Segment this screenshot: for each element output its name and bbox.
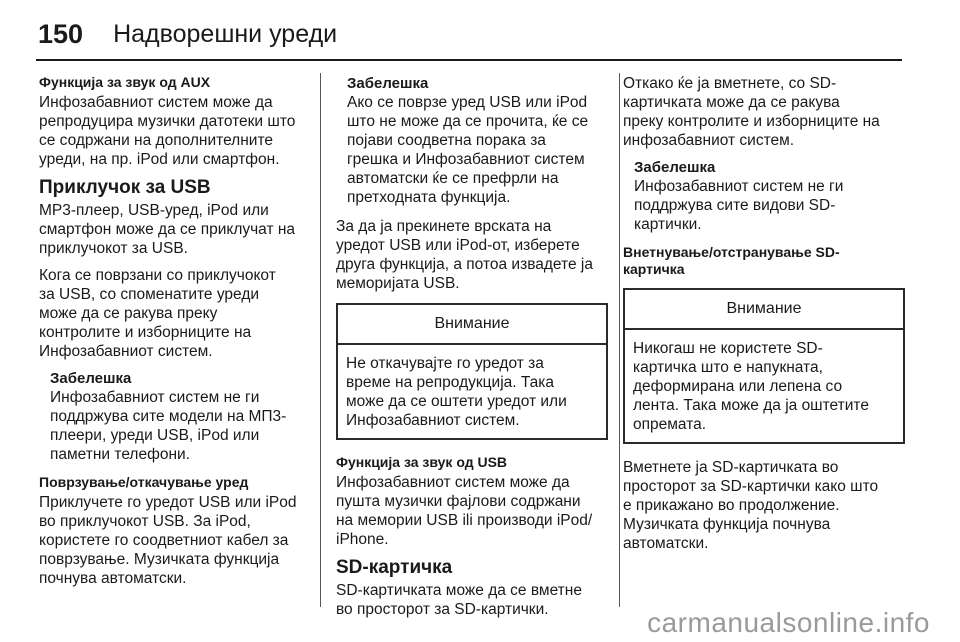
- warning-title: Внимание: [625, 290, 903, 330]
- column-3: [623, 74, 905, 561]
- column-2: [336, 74, 608, 627]
- usb-audio-text: Инфозабавниот систем може да пушта музички фајлови содржани на мемории USB ili производи iPod/ iPhone.: [336, 474, 593, 548]
- note-title: Забелешка: [50, 370, 132, 387]
- column-divider-1: [320, 73, 321, 607]
- note-title: Забелешка: [347, 75, 429, 92]
- warning-text: Никогаш не користете SD- картичка што е напукната, деформирана или лепена со лента. Така може да ја оштетите опремата.: [633, 340, 869, 433]
- header-rule: [36, 59, 902, 61]
- disconnect-text: За да ја прекинете врската на уредот USB или iPod-от, изберете друга функција, а потоа извадете ја меморијата USB.: [336, 218, 593, 292]
- usb-text-2: Кога се поврзани со приклучокот за USB, со споменатите уреди може да се ракува преку контролите и изборниците на Инфозабавниот систем.: [39, 267, 276, 360]
- warning-box: [336, 303, 608, 440]
- sd-text: SD-картичката може да се вметне во просторот за SD-картички.: [336, 582, 582, 618]
- sd-insert-text: Вметнете ја SD-картичката во просторот за SD-картички како што е прикажано во продолжение. Музичката функција почнува автоматски.: [623, 459, 879, 552]
- warning-title: Внимание: [338, 305, 606, 345]
- note-box: [336, 74, 608, 207]
- note-box: [39, 369, 311, 464]
- sd-heading: SD-картичка: [336, 557, 453, 578]
- note-text: Инфозабавниот систем не ги поддржува сите видови SD- картички.: [634, 178, 844, 233]
- connect-heading: Поврзување/откачување уред: [39, 474, 249, 490]
- column-divider-2: [619, 73, 620, 607]
- note-text: Ако се поврзе уред USB или iPod што не може да се прочита, ќе се појави соодветна порака за грешка и Инфозабавниот систем автоматски ќе се префрли на претходната функција.: [347, 94, 589, 206]
- page-header: [38, 14, 337, 54]
- warning-text: Не откачувајте го уредот за време на репродукција. Така може да се оштети уредот или Инфозабавниот систем.: [346, 355, 567, 429]
- aux-text: Инфозабавниот систем може да репродуцира музички датотеки што се содржани на дополнителните уреди, на пр. iPod или смартфон.: [39, 94, 296, 168]
- note-title: Забелешка: [634, 159, 716, 176]
- column-1: [39, 74, 311, 596]
- warning-box: [623, 288, 905, 444]
- sd-control-text: Откако ќе ја вметнете, со SD- картичката може да се ракува преку контролите и изборниците на инфозабавниот систем.: [623, 75, 880, 149]
- page-title: Надворешни уреди: [113, 19, 338, 48]
- insert-remove-heading: Внетнување/отстранување SD- картичка: [623, 244, 840, 277]
- aux-heading: Функција за звук од AUX: [39, 74, 211, 90]
- usb-audio-heading: Функција за звук од USB: [336, 454, 508, 470]
- usb-text-1: MP3-плеер, USB-уред, iPod или смартфон може да се приклучат на приклучокот за USB.: [39, 202, 296, 257]
- connect-text: Приклучете го уредот USB или iPod во приклучокот USB. За iPod, користете го соодветниот кабел за поврзување. Музичката функција почнува автоматски.: [39, 494, 297, 587]
- watermark: carmanualsonline.info: [647, 607, 930, 638]
- usb-heading: Приклучок за USB: [39, 177, 211, 198]
- note-box: [623, 158, 905, 234]
- note-text: Инфозабавниот систем не ги поддржува сите модели на МП3- плеери, уреди USB, iPod или паметни телефони.: [50, 389, 287, 463]
- page-number: 150: [38, 18, 84, 49]
